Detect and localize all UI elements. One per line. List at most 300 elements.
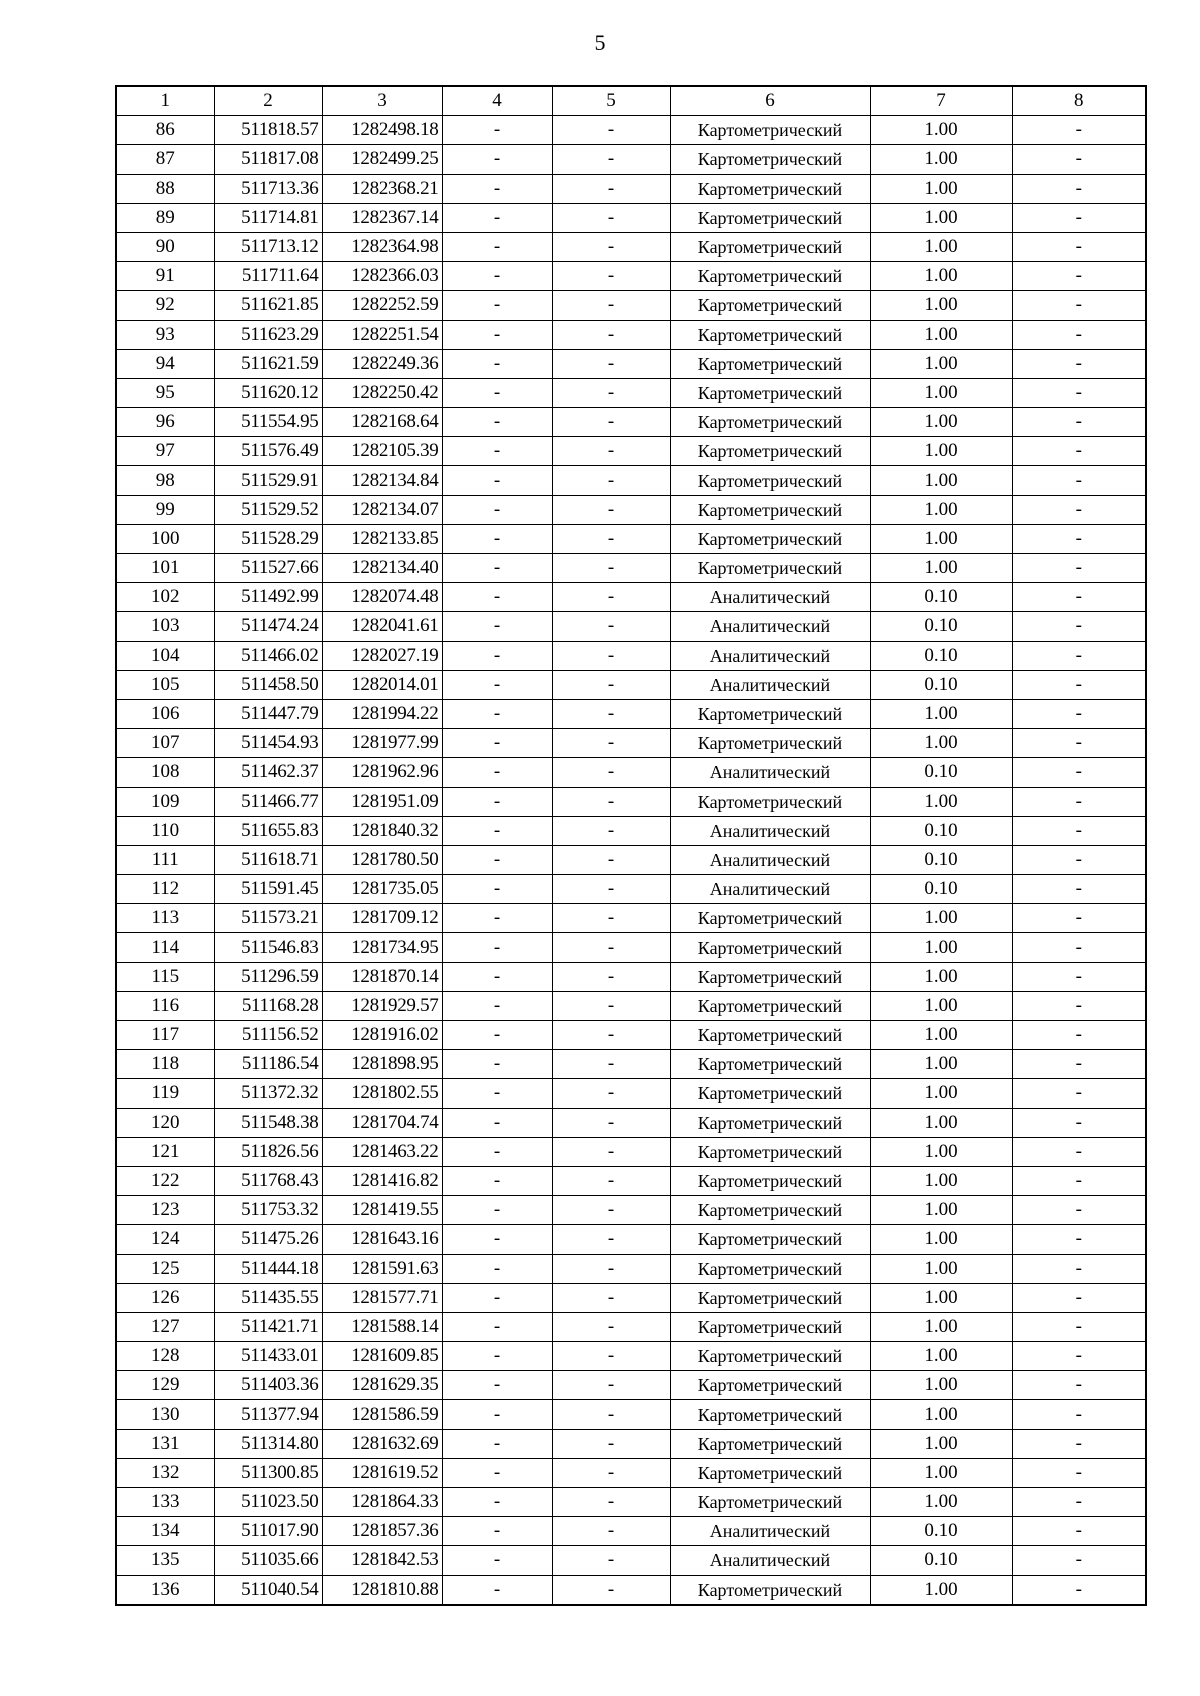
cell-coord-x: 511421.71 — [214, 1312, 322, 1341]
cell-method: Картометрический — [670, 933, 870, 962]
cell-accuracy: 0.10 — [870, 816, 1012, 845]
table-row — [116, 1283, 1146, 1312]
cell-col-5: - — [552, 378, 670, 407]
cell-col-8: - — [1012, 1458, 1146, 1487]
cell-method: Картометрический — [670, 1458, 870, 1487]
cell-col-5: - — [552, 1458, 670, 1487]
cell-coord-x: 511768.43 — [214, 1166, 322, 1195]
cell-col-5: - — [552, 670, 670, 699]
cell-col-4: - — [442, 1166, 552, 1195]
header-row — [116, 86, 1146, 116]
table-header — [116, 86, 1146, 116]
cell-accuracy: 1.00 — [870, 1254, 1012, 1283]
table-row — [116, 116, 1146, 145]
cell-accuracy: 1.00 — [870, 962, 1012, 991]
cell-coord-x: 511035.66 — [214, 1546, 322, 1575]
cell-coord-x: 511529.91 — [214, 466, 322, 495]
table-row — [116, 1458, 1146, 1487]
table-row — [116, 670, 1146, 699]
cell-coord-y: 1281419.55 — [322, 1196, 442, 1225]
cell-col-8: - — [1012, 1196, 1146, 1225]
cell-point-number: 96 — [116, 408, 214, 437]
table-row — [116, 495, 1146, 524]
cell-point-number: 107 — [116, 729, 214, 758]
table-row — [116, 1254, 1146, 1283]
cell-col-5: - — [552, 232, 670, 261]
cell-col-5: - — [552, 1050, 670, 1079]
cell-col-5: - — [552, 1312, 670, 1341]
cell-col-4: - — [442, 904, 552, 933]
cell-coord-y: 1281864.33 — [322, 1488, 442, 1517]
cell-col-8: - — [1012, 1488, 1146, 1517]
table-row — [116, 1488, 1146, 1517]
cell-coord-x: 511528.29 — [214, 524, 322, 553]
cell-col-8: - — [1012, 1429, 1146, 1458]
cell-point-number: 88 — [116, 174, 214, 203]
cell-method: Картометрический — [670, 495, 870, 524]
cell-col-4: - — [442, 554, 552, 583]
cell-coord-x: 511576.49 — [214, 437, 322, 466]
cell-coord-x: 511458.50 — [214, 670, 322, 699]
cell-accuracy: 1.00 — [870, 1458, 1012, 1487]
table-row — [116, 554, 1146, 583]
table-row — [116, 1575, 1146, 1605]
cell-col-5: - — [552, 845, 670, 874]
coordinates-table — [115, 85, 1147, 1606]
cell-accuracy: 1.00 — [870, 554, 1012, 583]
cell-coord-y: 1281802.55 — [322, 1079, 442, 1108]
cell-accuracy: 1.00 — [870, 466, 1012, 495]
cell-coord-x: 511474.24 — [214, 612, 322, 641]
cell-method: Картометрический — [670, 1400, 870, 1429]
cell-col-5: - — [552, 1137, 670, 1166]
cell-col-8: - — [1012, 145, 1146, 174]
cell-coord-x: 511621.59 — [214, 349, 322, 378]
cell-coord-y: 1281619.52 — [322, 1458, 442, 1487]
cell-coord-x: 511454.93 — [214, 729, 322, 758]
table-row — [116, 232, 1146, 261]
cell-point-number: 106 — [116, 699, 214, 728]
cell-coord-y: 1281962.96 — [322, 758, 442, 787]
cell-coord-y: 1281704.74 — [322, 1108, 442, 1137]
cell-point-number: 112 — [116, 875, 214, 904]
cell-col-4: - — [442, 349, 552, 378]
cell-coord-y: 1282364.98 — [322, 232, 442, 261]
cell-col-8: - — [1012, 1254, 1146, 1283]
cell-point-number: 119 — [116, 1079, 214, 1108]
cell-col-8: - — [1012, 787, 1146, 816]
cell-col-8: - — [1012, 320, 1146, 349]
cell-accuracy: 1.00 — [870, 378, 1012, 407]
cell-accuracy: 1.00 — [870, 1108, 1012, 1137]
cell-coord-y: 1281632.69 — [322, 1429, 442, 1458]
table-row — [116, 758, 1146, 787]
cell-col-8: - — [1012, 495, 1146, 524]
cell-col-5: - — [552, 495, 670, 524]
cell-accuracy: 0.10 — [870, 583, 1012, 612]
cell-col-4: - — [442, 1108, 552, 1137]
cell-col-4: - — [442, 991, 552, 1020]
cell-point-number: 115 — [116, 962, 214, 991]
cell-col-5: - — [552, 933, 670, 962]
cell-col-5: - — [552, 875, 670, 904]
table-row — [116, 378, 1146, 407]
cell-coord-y: 1281735.05 — [322, 875, 442, 904]
cell-coord-y: 1282168.64 — [322, 408, 442, 437]
cell-accuracy: 1.00 — [870, 495, 1012, 524]
cell-col-8: - — [1012, 1517, 1146, 1546]
cell-point-number: 92 — [116, 291, 214, 320]
cell-col-4: - — [442, 612, 552, 641]
cell-col-5: - — [552, 349, 670, 378]
cell-col-8: - — [1012, 291, 1146, 320]
cell-accuracy: 1.00 — [870, 1225, 1012, 1254]
cell-method: Картометрический — [670, 1196, 870, 1225]
table-row — [116, 991, 1146, 1020]
cell-point-number: 132 — [116, 1458, 214, 1487]
cell-coord-y: 1282134.84 — [322, 466, 442, 495]
cell-method: Картометрический — [670, 320, 870, 349]
cell-method: Аналитический — [670, 612, 870, 641]
cell-coord-y: 1281916.02 — [322, 1021, 442, 1050]
cell-accuracy: 1.00 — [870, 1283, 1012, 1312]
cell-col-8: - — [1012, 933, 1146, 962]
cell-coord-x: 511017.90 — [214, 1517, 322, 1546]
cell-coord-x: 511529.52 — [214, 495, 322, 524]
cell-coord-x: 511403.36 — [214, 1371, 322, 1400]
column-header-1: 1 — [116, 86, 214, 116]
cell-method: Картометрический — [670, 729, 870, 758]
cell-col-4: - — [442, 1283, 552, 1312]
cell-accuracy: 1.00 — [870, 1021, 1012, 1050]
cell-coord-x: 511818.57 — [214, 116, 322, 145]
cell-col-8: - — [1012, 203, 1146, 232]
cell-col-5: - — [552, 1429, 670, 1458]
table-row — [116, 1342, 1146, 1371]
cell-col-8: - — [1012, 670, 1146, 699]
cell-coord-x: 511466.77 — [214, 787, 322, 816]
cell-col-8: - — [1012, 1108, 1146, 1137]
cell-coord-x: 511713.12 — [214, 232, 322, 261]
cell-coord-y: 1282027.19 — [322, 641, 442, 670]
cell-coord-x: 511462.37 — [214, 758, 322, 787]
cell-col-4: - — [442, 1225, 552, 1254]
cell-col-4: - — [442, 1429, 552, 1458]
cell-point-number: 113 — [116, 904, 214, 933]
table-body — [116, 116, 1146, 1605]
cell-coord-y: 1281416.82 — [322, 1166, 442, 1195]
cell-col-4: - — [442, 291, 552, 320]
cell-method: Картометрический — [670, 524, 870, 553]
cell-accuracy: 0.10 — [870, 758, 1012, 787]
cell-col-4: - — [442, 1137, 552, 1166]
cell-col-5: - — [552, 904, 670, 933]
cell-coord-y: 1281609.85 — [322, 1342, 442, 1371]
cell-col-4: - — [442, 670, 552, 699]
cell-method: Картометрический — [670, 437, 870, 466]
cell-method: Картометрический — [670, 554, 870, 583]
cell-method: Картометрический — [670, 1137, 870, 1166]
cell-method: Картометрический — [670, 378, 870, 407]
cell-accuracy: 1.00 — [870, 699, 1012, 728]
cell-col-5: - — [552, 729, 670, 758]
cell-coord-y: 1282041.61 — [322, 612, 442, 641]
column-header-4: 4 — [442, 86, 552, 116]
column-header-8: 8 — [1012, 86, 1146, 116]
cell-col-4: - — [442, 232, 552, 261]
table-row — [116, 933, 1146, 962]
table-row — [116, 612, 1146, 641]
cell-coord-x: 511753.32 — [214, 1196, 322, 1225]
cell-point-number: 125 — [116, 1254, 214, 1283]
cell-col-4: - — [442, 1575, 552, 1605]
cell-accuracy: 1.00 — [870, 437, 1012, 466]
cell-col-4: - — [442, 1312, 552, 1341]
cell-point-number: 89 — [116, 203, 214, 232]
cell-point-number: 104 — [116, 641, 214, 670]
cell-col-8: - — [1012, 262, 1146, 291]
cell-method: Картометрический — [670, 145, 870, 174]
cell-col-8: - — [1012, 1371, 1146, 1400]
cell-coord-x: 511826.56 — [214, 1137, 322, 1166]
cell-col-5: - — [552, 1196, 670, 1225]
cell-col-5: - — [552, 991, 670, 1020]
cell-col-8: - — [1012, 174, 1146, 203]
table-row — [116, 1312, 1146, 1341]
cell-coord-y: 1281810.88 — [322, 1575, 442, 1605]
cell-method: Картометрический — [670, 116, 870, 145]
cell-accuracy: 1.00 — [870, 1371, 1012, 1400]
cell-method: Картометрический — [670, 1254, 870, 1283]
table-row — [116, 1400, 1146, 1429]
cell-accuracy: 0.10 — [870, 845, 1012, 874]
table-row — [116, 291, 1146, 320]
table-row — [116, 524, 1146, 553]
cell-coord-y: 1281591.63 — [322, 1254, 442, 1283]
cell-coord-y: 1281734.95 — [322, 933, 442, 962]
cell-point-number: 103 — [116, 612, 214, 641]
cell-col-5: - — [552, 320, 670, 349]
cell-col-8: - — [1012, 437, 1146, 466]
cell-coord-y: 1282250.42 — [322, 378, 442, 407]
cell-col-8: - — [1012, 1021, 1146, 1050]
cell-coord-x: 511447.79 — [214, 699, 322, 728]
cell-coord-y: 1281842.53 — [322, 1546, 442, 1575]
cell-accuracy: 1.00 — [870, 524, 1012, 553]
cell-accuracy: 1.00 — [870, 1342, 1012, 1371]
cell-col-8: - — [1012, 729, 1146, 758]
table-row — [116, 1429, 1146, 1458]
cell-accuracy: 1.00 — [870, 1429, 1012, 1458]
cell-col-8: - — [1012, 1166, 1146, 1195]
table-row — [116, 1050, 1146, 1079]
cell-col-5: - — [552, 1517, 670, 1546]
cell-method: Картометрический — [670, 1575, 870, 1605]
cell-col-8: - — [1012, 758, 1146, 787]
cell-coord-x: 511546.83 — [214, 933, 322, 962]
cell-method: Картометрический — [670, 1108, 870, 1137]
cell-coord-y: 1281994.22 — [322, 699, 442, 728]
table-row — [116, 466, 1146, 495]
cell-method: Картометрический — [670, 174, 870, 203]
cell-method: Картометрический — [670, 1371, 870, 1400]
cell-accuracy: 1.00 — [870, 1166, 1012, 1195]
cell-accuracy: 1.00 — [870, 1488, 1012, 1517]
table-row — [116, 904, 1146, 933]
cell-col-5: - — [552, 116, 670, 145]
cell-col-8: - — [1012, 1079, 1146, 1108]
cell-method: Картометрический — [670, 1225, 870, 1254]
cell-coord-y: 1281840.32 — [322, 816, 442, 845]
cell-accuracy: 1.00 — [870, 787, 1012, 816]
table-row — [116, 729, 1146, 758]
cell-col-4: - — [442, 466, 552, 495]
cell-col-4: - — [442, 1371, 552, 1400]
table-row — [116, 1108, 1146, 1137]
column-header-7: 7 — [870, 86, 1012, 116]
cell-col-4: - — [442, 641, 552, 670]
cell-method: Аналитический — [670, 583, 870, 612]
cell-method: Картометрический — [670, 466, 870, 495]
cell-point-number: 130 — [116, 1400, 214, 1429]
cell-coord-x: 511186.54 — [214, 1050, 322, 1079]
table-row — [116, 262, 1146, 291]
cell-col-5: - — [552, 962, 670, 991]
cell-point-number: 136 — [116, 1575, 214, 1605]
cell-coord-y: 1281588.14 — [322, 1312, 442, 1341]
table-row — [116, 1546, 1146, 1575]
cell-col-4: - — [442, 729, 552, 758]
cell-coord-x: 511040.54 — [214, 1575, 322, 1605]
cell-accuracy: 1.00 — [870, 1312, 1012, 1341]
cell-point-number: 134 — [116, 1517, 214, 1546]
cell-accuracy: 1.00 — [870, 1196, 1012, 1225]
cell-point-number: 128 — [116, 1342, 214, 1371]
cell-coord-y: 1281857.36 — [322, 1517, 442, 1546]
cell-point-number: 111 — [116, 845, 214, 874]
cell-point-number: 105 — [116, 670, 214, 699]
cell-coord-x: 511314.80 — [214, 1429, 322, 1458]
cell-col-4: - — [442, 933, 552, 962]
cell-point-number: 124 — [116, 1225, 214, 1254]
cell-accuracy: 1.00 — [870, 145, 1012, 174]
cell-coord-y: 1282249.36 — [322, 349, 442, 378]
cell-coord-y: 1281643.16 — [322, 1225, 442, 1254]
cell-col-8: - — [1012, 232, 1146, 261]
cell-col-4: - — [442, 1021, 552, 1050]
cell-coord-x: 511817.08 — [214, 145, 322, 174]
cell-method: Картометрический — [670, 991, 870, 1020]
cell-point-number: 97 — [116, 437, 214, 466]
cell-accuracy: 1.00 — [870, 933, 1012, 962]
cell-coord-y: 1281577.71 — [322, 1283, 442, 1312]
cell-point-number: 120 — [116, 1108, 214, 1137]
cell-col-8: - — [1012, 845, 1146, 874]
cell-col-4: - — [442, 1196, 552, 1225]
table-row — [116, 203, 1146, 232]
cell-col-4: - — [442, 1050, 552, 1079]
cell-method: Аналитический — [670, 1517, 870, 1546]
cell-coord-y: 1281898.95 — [322, 1050, 442, 1079]
cell-method: Аналитический — [670, 845, 870, 874]
cell-point-number: 98 — [116, 466, 214, 495]
cell-col-8: - — [1012, 641, 1146, 670]
cell-col-5: - — [552, 1400, 670, 1429]
cell-coord-y: 1281929.57 — [322, 991, 442, 1020]
cell-method: Картометрический — [670, 1342, 870, 1371]
cell-method: Картометрический — [670, 291, 870, 320]
cell-col-8: - — [1012, 378, 1146, 407]
cell-col-4: - — [442, 437, 552, 466]
cell-method: Картометрический — [670, 1488, 870, 1517]
cell-col-5: - — [552, 1225, 670, 1254]
cell-point-number: 108 — [116, 758, 214, 787]
cell-accuracy: 0.10 — [870, 875, 1012, 904]
cell-col-5: - — [552, 554, 670, 583]
cell-col-4: - — [442, 583, 552, 612]
cell-col-8: - — [1012, 1225, 1146, 1254]
cell-method: Аналитический — [670, 1546, 870, 1575]
cell-col-5: - — [552, 583, 670, 612]
cell-col-5: - — [552, 1342, 670, 1371]
cell-coord-x: 511296.59 — [214, 962, 322, 991]
cell-col-5: - — [552, 758, 670, 787]
cell-col-5: - — [552, 174, 670, 203]
cell-coord-y: 1281629.35 — [322, 1371, 442, 1400]
cell-coord-x: 511377.94 — [214, 1400, 322, 1429]
cell-method: Картометрический — [670, 1312, 870, 1341]
table-row — [116, 1079, 1146, 1108]
cell-method: Картометрический — [670, 1021, 870, 1050]
cell-col-4: - — [442, 1458, 552, 1487]
cell-point-number: 122 — [116, 1166, 214, 1195]
cell-accuracy: 1.00 — [870, 291, 1012, 320]
cell-point-number: 93 — [116, 320, 214, 349]
cell-col-5: - — [552, 466, 670, 495]
cell-method: Аналитический — [670, 670, 870, 699]
cell-accuracy: 1.00 — [870, 232, 1012, 261]
cell-coord-y: 1281870.14 — [322, 962, 442, 991]
table-row — [116, 320, 1146, 349]
cell-col-4: - — [442, 758, 552, 787]
cell-point-number: 109 — [116, 787, 214, 816]
cell-coord-y: 1282368.21 — [322, 174, 442, 203]
cell-coord-x: 511548.38 — [214, 1108, 322, 1137]
table-row — [116, 699, 1146, 728]
cell-coord-x: 511475.26 — [214, 1225, 322, 1254]
cell-coord-y: 1282014.01 — [322, 670, 442, 699]
table-row — [116, 1166, 1146, 1195]
cell-col-4: - — [442, 1517, 552, 1546]
cell-col-4: - — [442, 378, 552, 407]
cell-accuracy: 1.00 — [870, 1050, 1012, 1079]
cell-point-number: 116 — [116, 991, 214, 1020]
table-row — [116, 1137, 1146, 1166]
cell-coord-x: 511168.28 — [214, 991, 322, 1020]
cell-col-8: - — [1012, 962, 1146, 991]
cell-col-5: - — [552, 145, 670, 174]
cell-coord-y: 1282366.03 — [322, 262, 442, 291]
cell-col-4: - — [442, 962, 552, 991]
table-row — [116, 816, 1146, 845]
cell-method: Картометрический — [670, 232, 870, 261]
cell-col-4: - — [442, 524, 552, 553]
cell-method: Аналитический — [670, 641, 870, 670]
cell-col-8: - — [1012, 1137, 1146, 1166]
table-row — [116, 1021, 1146, 1050]
cell-coord-y: 1282134.40 — [322, 554, 442, 583]
table-row — [116, 1196, 1146, 1225]
